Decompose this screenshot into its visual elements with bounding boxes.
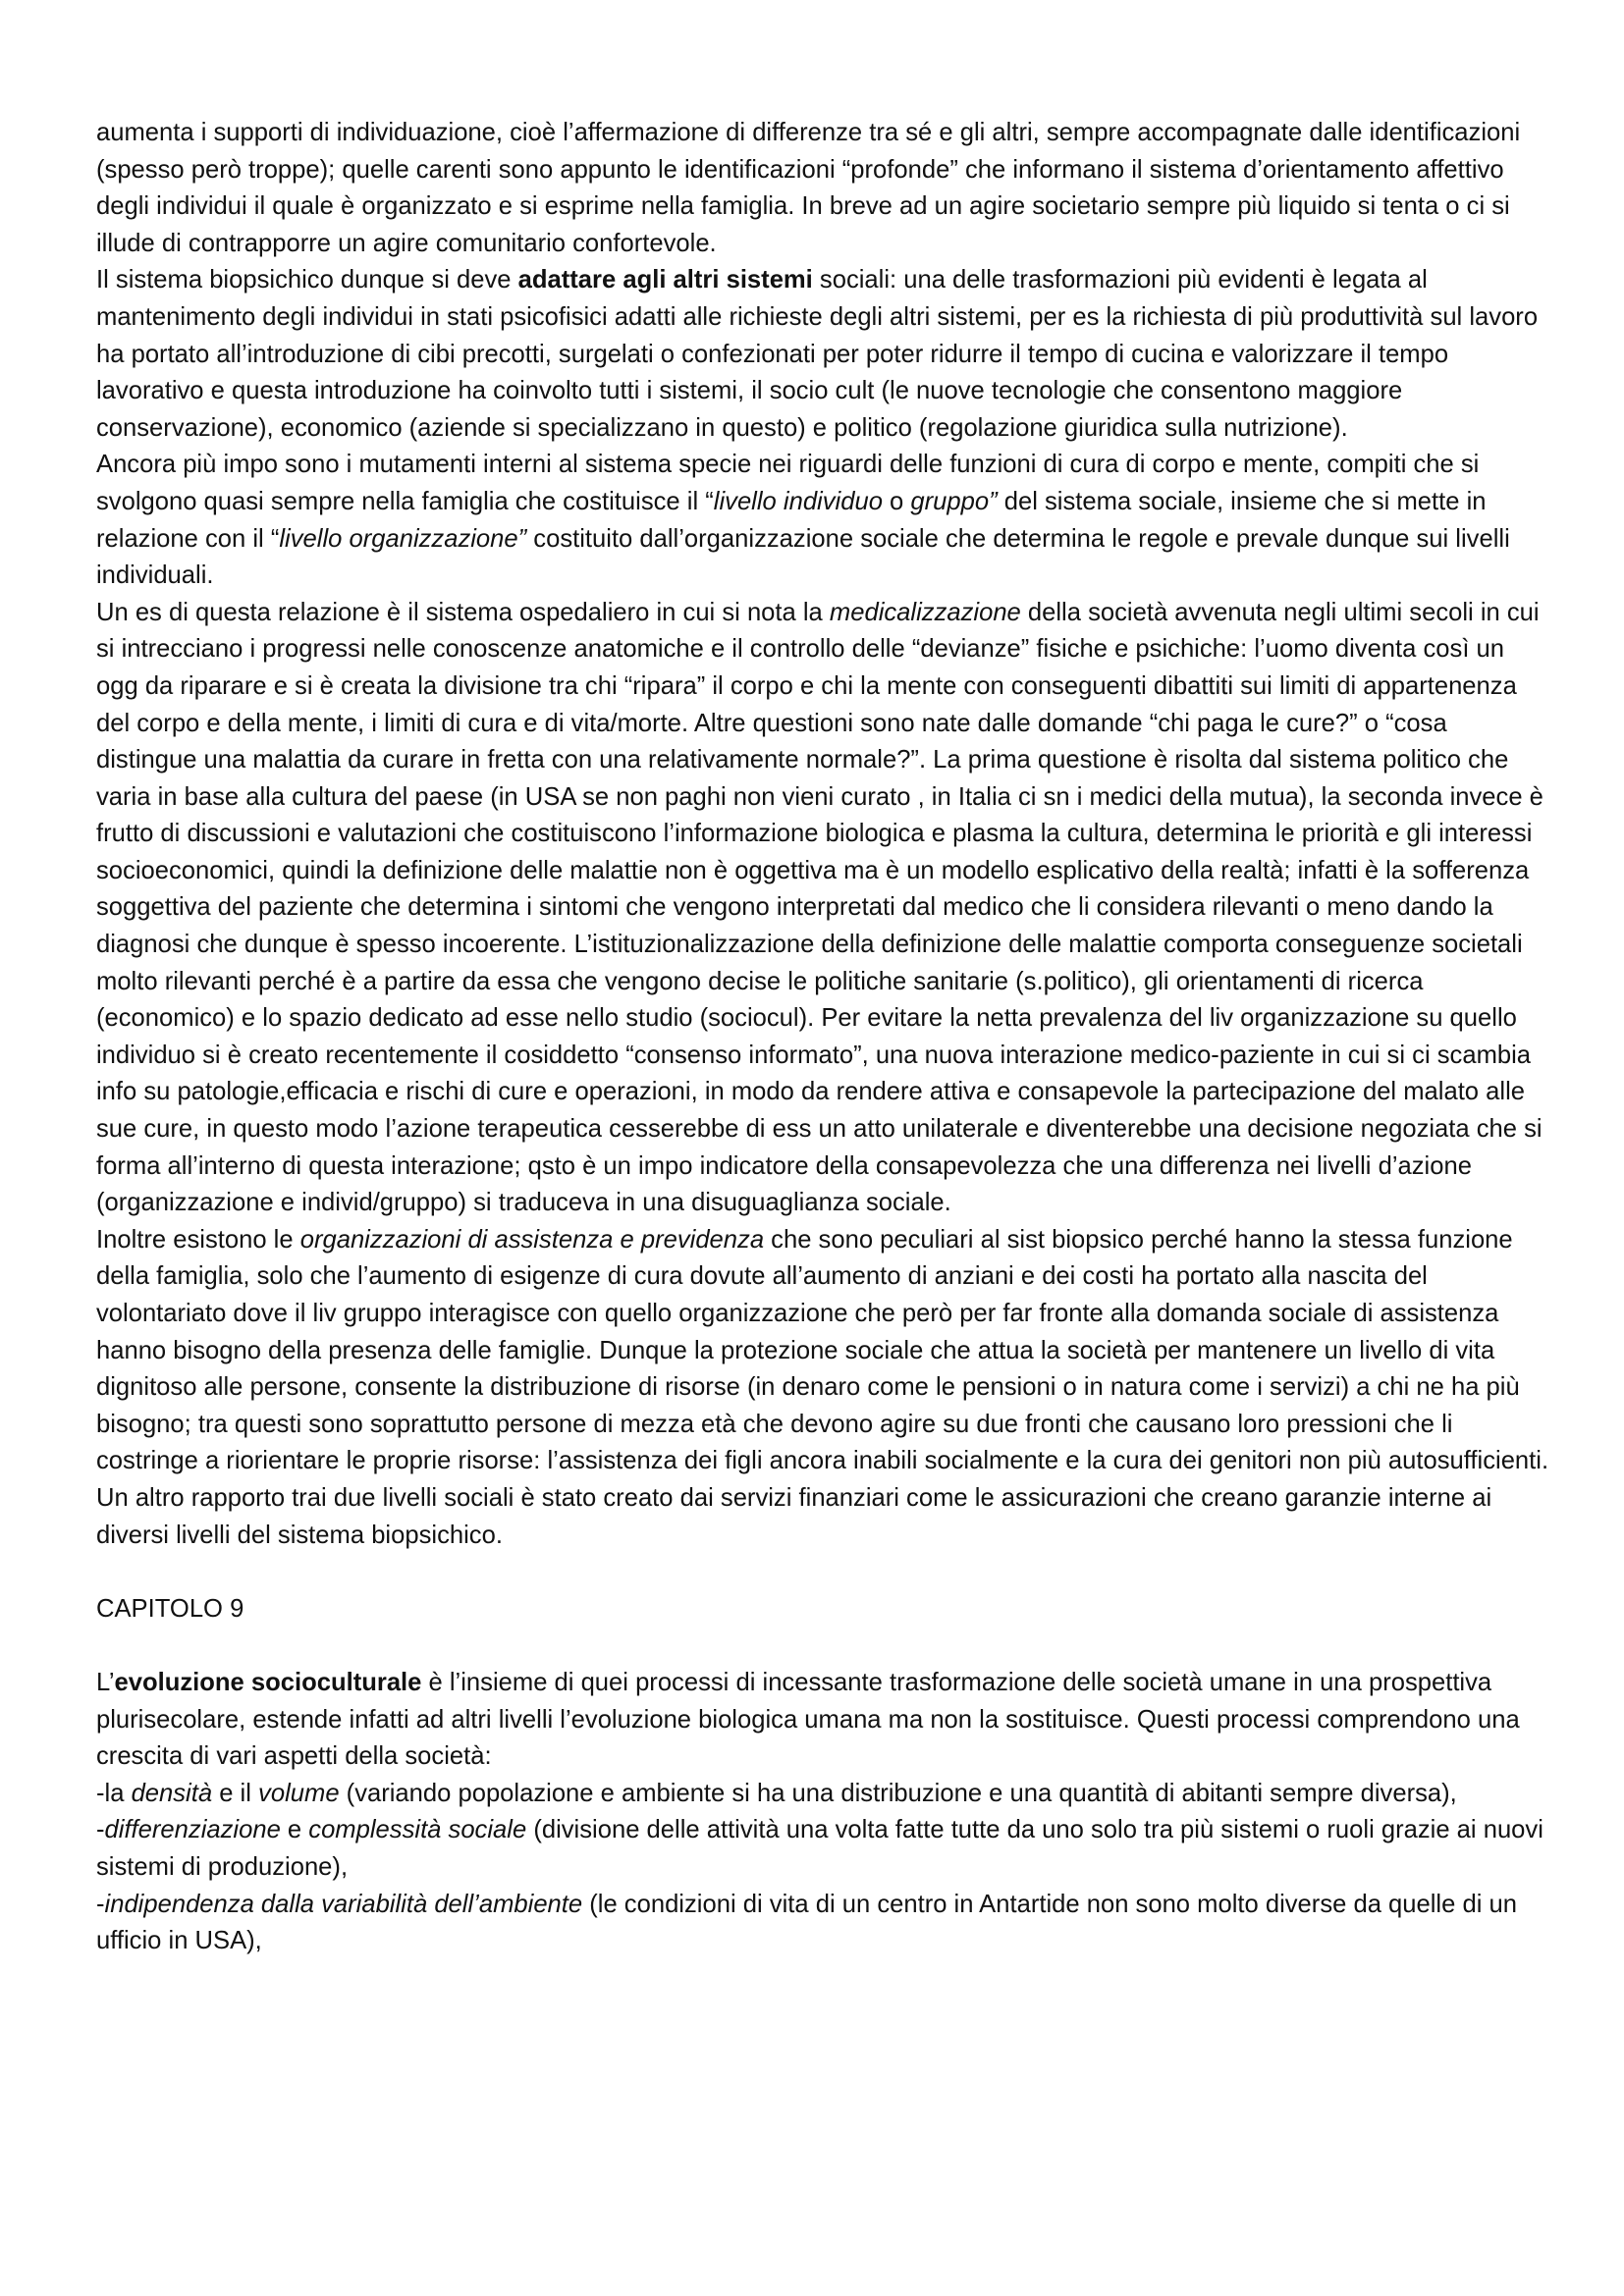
- paragraph-text: Ancora più impo sono i mutamenti interni al sistema specie nei riguardi delle funzioni di cura di corpo e mente, compiti che si svolgono quasi sempre nella famiglia che costituisce il “: [96, 451, 1480, 515]
- italic-term: indipendenza dalla variabilità dell’ambiente: [104, 1890, 583, 1918]
- paragraph-text: è l’insieme di quei processi di incessante trasformazione delle società umane in una prospettiva plurisecolare, estende infatti ad altri livelli l’evoluzione biologica umana ma non la sostituisce. Questi processi comprendono una crescita di vari aspetti della società:: [96, 1668, 1520, 1771]
- paragraph-text: della società avvenuta negli ultimi secoli in cui si intrecciano i progressi nelle conoscenze anatomiche e il controllo delle “devianze” fisiche e psichiche: l’uomo diventa così un ogg da riparare e si è creata la divisione tra chi “ripara” il corpo e chi la mente con conseguenti dibattiti sui limiti di appartenenza del corpo e della mente, i limiti di cura e di vita/morte. Altre questioni sono nate dalle domande “chi paga le cure?” o “cosa distingue una malattia da curare in fretta con una relativamente normale?”. La prima questione è risolta dal sistema politico che varia in base alla cultura del paese (in USA se non paghi non vieni curato , in Italia ci sn i medici della mutua), la seconda invece è frutto di discussioni e valutazioni che costituiscono l’informazione biologica e plasma la cultura, determina le priorità e gli interessi socioeconomici, quindi la definizione delle malattie non è oggettiva ma è un modello esplicativo della realtà; infatti è la sofferenza soggettiva del paziente che determina i sintomi che vengono interpretati dal medico che li considera rilevanti o meno dando la diagnosi che dunque è spesso incoerente. L’istituzionalizzazione della definizione delle malattie comporta conseguenze societali molto rilevanti perché è a partire da essa che vengono decise le politiche sanitarie (s.politico), gli orientamenti di ricerca (economico) e lo spazio dedicato ad esse nello studio (sociocul). Per evitare la netta prevalenza del liv organizzazione su quello individuo si è creato recentemente il cosiddetto “consenso informato”, una nuova interazione medico-paziente in cui si ci scambia info su patologie,efficacia e rischi di cure e operazioni, in modo da rendere attiva e consapevole la partecipazione del malato alle sue cure, in questo modo l’azione terapeutica cesserebbe di ess un atto unilaterale e diventerebbe una decisione negoziata che si forma all’interno di questa interazione; qsto è un impo indicatore della consapevolezza che una differenza nei livelli d’azione (organizzazione e individ/gruppo) si traduceva in una disuguaglianza sociale.: [96, 598, 1543, 1217]
- bold-term: adattare agli altri sistemi: [517, 266, 813, 294]
- paragraph-text: e: [280, 1816, 309, 1844]
- document-page: [96, 115, 1549, 1960]
- bold-term: evoluzione socioculturale: [114, 1668, 422, 1696]
- paragraph-medicalizzazione: [96, 595, 1549, 1222]
- paragraph-text: Un altro rapporto trai due livelli sociali è stato creato dai servizi finanziari come le assicurazioni che creano garanzie interne ai diversi livelli del sistema biopsichico.: [96, 1483, 1492, 1549]
- paragraph-text: (le condizioni di vita di un centro in Antartide non sono molto diverse da quelle di un ufficio in USA),: [96, 1890, 1517, 1955]
- paragraph-text: Un es di questa relazione è il sistema ospedaliero in cui si nota la: [96, 598, 830, 626]
- paragraph-adattamento: [96, 262, 1549, 447]
- italic-term: volume: [258, 1779, 340, 1807]
- paragraph-text: Il sistema biopsichico dunque si deve: [96, 266, 518, 294]
- paragraph-text: (variando popolazione e ambiente si ha una distribuzione e una quantità di abitanti sempre diversa),: [339, 1779, 1457, 1807]
- paragraph-text: e il: [212, 1779, 259, 1807]
- paragraph-text: che sono peculiari al sist biopsico perché hanno la stessa funzione della famiglia, solo che l’aumento di esigenze di cura dovute all’aumento di anziani e dei costi ha portato alla nascita del volontariato dove il liv gruppo interagisce con quello organizzazione che però per far fronte alla domanda sociale di assistenza hanno bisogno della presenza delle famiglie. Dunque la protezione sociale che attua la società per mantenere un livello di vita dignitoso alle persone, consente la distribuzione di risorse (in denaro come le pensioni o in natura come i servizi) a chi ne ha più bisogno; tra questi sono soprattutto persone di mezza età che devono agire su due fronti che causano loro pressioni che li costringe a riorientare le proprie risorse: l’assistenza dei figli ancora inabili socialmente e la cura dei genitori non più autosufficienti.: [96, 1225, 1549, 1475]
- paragraph-servizi-finanziari: [96, 1480, 1549, 1554]
- italic-term: complessità sociale: [308, 1816, 527, 1844]
- italic-term: livello individuo: [713, 487, 883, 515]
- paragraph-text: L’: [96, 1668, 115, 1696]
- italic-term: densità: [131, 1779, 213, 1807]
- italic-term: livello organizzazione”: [279, 524, 527, 553]
- paragraph-text: Inoltre esistono le: [96, 1225, 300, 1254]
- list-item-densita: [96, 1776, 1549, 1813]
- italic-term: differenziazione: [104, 1816, 281, 1844]
- paragraph-evoluzione: [96, 1665, 1549, 1776]
- paragraph-text: del sistema sociale, insieme che si mette in relazione con il “: [96, 487, 1487, 553]
- paragraph-assistenza: [96, 1222, 1549, 1480]
- paragraph-text: -la: [96, 1779, 132, 1807]
- paragraph-text: o: [882, 487, 911, 515]
- paragraph-text: costituito dall’organizzazione sociale che determina le regole e prevale dunque sui livelli individuali.: [96, 524, 1510, 590]
- italic-term: medicalizzazione: [829, 598, 1021, 626]
- paragraph-text: -: [96, 1816, 105, 1844]
- paragraph-text: (divisione delle attività una volta fatte tutte da uno solo tra più sistemi o ruoli grazie ai nuovi sistemi di produzione),: [96, 1816, 1543, 1881]
- italic-term: gruppo”: [910, 487, 998, 515]
- paragraph-text: sociali: una delle trasformazioni più evidenti è legata al mantenimento degli individui in stati psicofisici adatti alle richieste degli altri sistemi, per es la richiesta di più produttività sul lavoro ha portato all’introduzione di cibi precotti, surgelati o confezionati per poter ridurre il tempo di cucina e valorizzare il tempo lavorativo e questa introduzione ha coinvolto tutti i sistemi, il socio cult (le nuove tecnologie che consentono maggiore conservazione), economico (aziende si specializzano in questo) e politico (regolazione giuridica sulla nutrizione).: [96, 266, 1539, 442]
- list-item-differenziazione: [96, 1812, 1549, 1886]
- paragraph-mutamenti-interni: [96, 447, 1549, 594]
- list-item-indipendenza: [96, 1887, 1549, 1960]
- italic-term: organizzazioni di assistenza e previdenza: [299, 1225, 765, 1254]
- chapter-heading: CAPITOLO 9: [96, 1594, 244, 1623]
- paragraph-individuazione: [96, 115, 1549, 262]
- paragraph-text: aumenta i supporti di individuazione, cioè l’affermazione di differenze tra sé e gli altri, sempre accompagnate dalle identificazioni (spesso però troppe); quelle carenti sono appunto le identificazioni “profonde” che informano il sistema d’orientamento affettivo degli individui il quale è organizzato e si esprime nella famiglia. In breve ad un agire societario sempre più liquido si tenta o ci si illude di contrapporre un agire comunitario confortevole.: [96, 119, 1521, 257]
- paragraph-text: -: [96, 1890, 105, 1918]
